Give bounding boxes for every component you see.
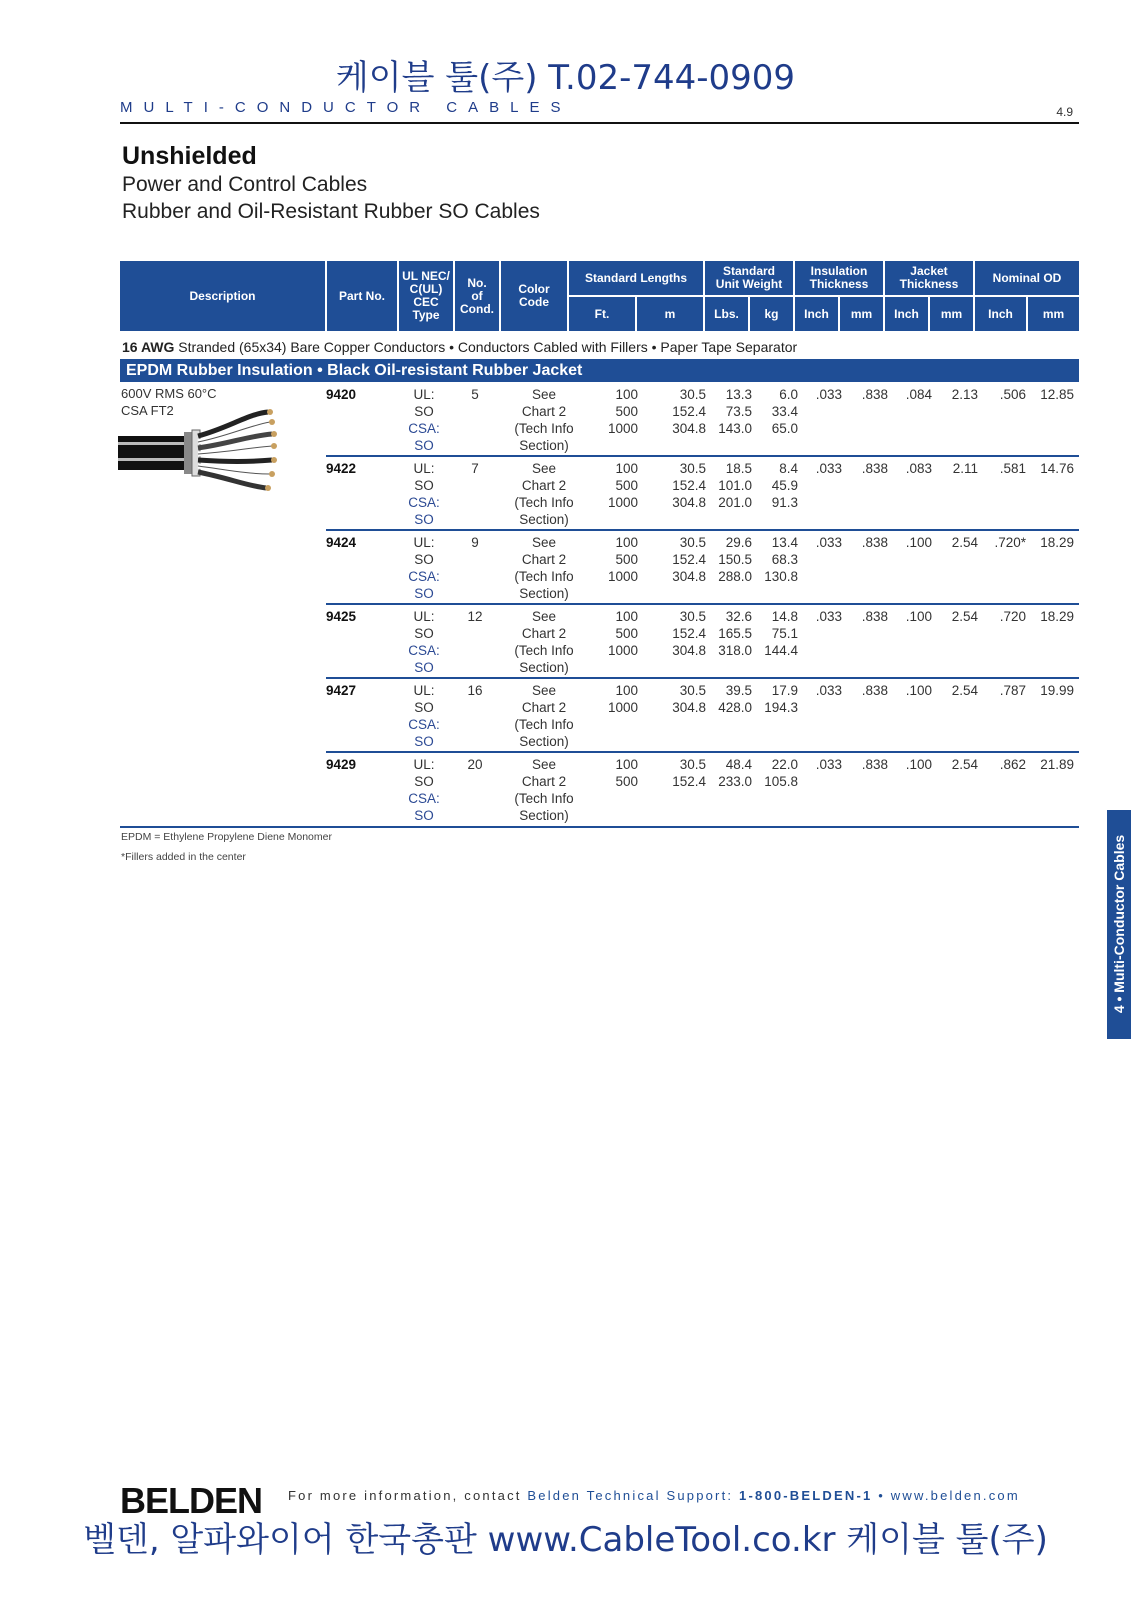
page-title: Unshielded [122, 142, 257, 170]
jacket-inch: .083 [905, 461, 932, 476]
color-code-label: See [531, 757, 557, 772]
header-no-cond [455, 261, 499, 331]
type-label: UL: [413, 535, 435, 550]
part-number: 9422 [326, 461, 357, 476]
weight-lbs: 39.5 [725, 683, 752, 698]
type-label: UL: [413, 609, 435, 624]
subtitle-2: Rubber and Oil-Resistant Rubber SO Cables [122, 200, 540, 223]
jacket-mm: 2.54 [951, 683, 978, 698]
od-mm: 18.29 [1040, 609, 1074, 624]
length-m: 304.8 [672, 643, 706, 658]
weight-kg: 65.0 [771, 421, 798, 436]
type-label: SO [414, 478, 434, 493]
weight-kg: 14.8 [771, 609, 798, 624]
color-code-label: Section) [519, 512, 569, 527]
color-code-label: Chart 2 [521, 478, 567, 493]
weight-lbs: 73.5 [725, 404, 752, 419]
footnote-epdm: EPDM = Ethylene Propylene Diene Monomer [121, 831, 332, 843]
od-inch: .720* [994, 535, 1026, 550]
weight-kg: 144.4 [764, 643, 798, 658]
length-ft: 100 [615, 683, 638, 698]
type-label: SO [414, 552, 434, 567]
conductor-count: 16 [467, 683, 483, 698]
header-description: Description [120, 261, 325, 331]
type-label: SO [414, 512, 434, 527]
type-label: SO [414, 808, 434, 823]
weight-kg: 33.4 [771, 404, 798, 419]
type-label: SO [414, 700, 434, 715]
weight-lbs: 29.6 [725, 535, 752, 550]
header-jk-mm: mm [930, 297, 973, 331]
length-m: 304.8 [672, 495, 706, 510]
type-label: UL: [413, 683, 435, 698]
weight-lbs: 32.6 [725, 609, 752, 624]
header-type-line: UL NEC/ [402, 269, 450, 283]
header-color-line: Color [518, 282, 550, 296]
length-m: 152.4 [672, 478, 706, 493]
description-voltage: 600V RMS 60°C [121, 386, 217, 401]
part-number: 9427 [326, 683, 357, 698]
od-inch: .506 [999, 387, 1026, 402]
page-number: 4.9 [1056, 105, 1073, 119]
weight-lbs: 18.5 [725, 461, 752, 476]
length-m: 304.8 [672, 421, 706, 436]
od-mm: 14.76 [1040, 461, 1074, 476]
length-m: 152.4 [672, 774, 706, 789]
color-code-label: Section) [519, 734, 569, 749]
length-m: 152.4 [672, 552, 706, 567]
header-weight-line: Standard [722, 264, 775, 278]
color-code-label: Chart 2 [521, 552, 567, 567]
length-ft: 100 [615, 461, 638, 476]
header-part-no: Part No. [327, 261, 397, 331]
awg-text: Stranded (65x34) Bare Copper Conductors • Conductors Cabled with Fillers • Paper Tape Separator [174, 339, 798, 355]
color-code-label: Section) [519, 808, 569, 823]
weight-kg: 68.3 [771, 552, 798, 567]
color-code-label: (Tech Info [514, 495, 574, 510]
header-m: m [637, 297, 703, 331]
od-inch: .862 [999, 757, 1026, 772]
length-ft: 500 [615, 552, 638, 567]
weight-kg: 17.9 [771, 683, 798, 698]
color-code-label: Chart 2 [521, 404, 567, 419]
color-code-label: See [531, 535, 557, 550]
conductor-count: 5 [471, 387, 479, 402]
weight-lbs: 288.0 [718, 569, 752, 584]
watermark-bottom: 벨덴, 알파와이어 한국총판 www.CableTool.co.kr 케이블 툴(주) [83, 1520, 1048, 1560]
belden-logo: BELDEN [120, 1480, 263, 1521]
weight-kg: 194.3 [764, 700, 798, 715]
od-inch: .720 [999, 609, 1026, 624]
header-jacket-line: Jacket [910, 264, 948, 278]
header-type-line: Type [412, 308, 440, 322]
header-cond-line: No. [467, 275, 487, 290]
header-ins-line: Thickness [809, 277, 869, 291]
side-tab-label: 4 • Multi-Conductor Cables [1111, 834, 1127, 1014]
header-std-lengths: Standard Lengths [569, 261, 703, 295]
weight-lbs: 48.4 [725, 757, 752, 772]
length-ft: 100 [615, 387, 638, 402]
type-label: CSA: [408, 495, 440, 510]
od-mm: 18.29 [1040, 535, 1074, 550]
type-label: UL: [413, 757, 435, 772]
od-mm: 12.85 [1040, 387, 1074, 402]
insulation-inch: .033 [815, 535, 842, 550]
od-mm: 21.89 [1040, 757, 1074, 772]
table-header [120, 261, 1079, 331]
type-label: SO [414, 734, 434, 749]
header-od-mm: mm [1028, 297, 1079, 331]
weight-kg: 6.0 [779, 387, 798, 402]
header-jacket-line: Thickness [899, 277, 959, 291]
header-od-inch: Inch [975, 297, 1026, 331]
footer-support: Belden Technical Support: [527, 1488, 740, 1503]
footer-info [288, 1488, 1020, 1503]
row-divider [326, 677, 1079, 679]
insulation-bar [120, 359, 1079, 382]
color-code-label: (Tech Info [514, 569, 574, 584]
weight-lbs: 101.0 [718, 478, 752, 493]
type-label: SO [414, 404, 434, 419]
insulation-inch: .033 [815, 757, 842, 772]
header-kg: kg [750, 297, 793, 331]
header-ins-inch: Inch [795, 297, 838, 331]
color-code-label: (Tech Info [514, 643, 574, 658]
part-number: 9429 [326, 757, 357, 772]
jacket-inch: .084 [905, 387, 932, 402]
color-code-label: Section) [519, 438, 569, 453]
conductor-count: 20 [467, 757, 483, 772]
length-m: 30.5 [679, 387, 706, 402]
header-ins-line: Insulation [810, 264, 868, 278]
insulation-mm: .838 [861, 535, 888, 550]
part-number: 9425 [326, 609, 357, 624]
insulation-inch: .033 [815, 609, 842, 624]
insulation-mm: .838 [861, 387, 888, 402]
jacket-mm: 2.13 [951, 387, 978, 402]
header-ins-thick [795, 261, 883, 295]
description-rating: CSA FT2 [121, 403, 174, 418]
weight-kg: 91.3 [771, 495, 798, 510]
length-m: 30.5 [679, 683, 706, 698]
length-m: 30.5 [679, 461, 706, 476]
header-cond-line: of [471, 288, 483, 303]
header-color-code [501, 261, 567, 331]
length-m: 304.8 [672, 700, 706, 715]
length-m: 152.4 [672, 626, 706, 641]
footer-website[interactable]: www.belden.com [890, 1488, 1020, 1503]
od-mm: 19.99 [1040, 683, 1074, 698]
color-code-label: (Tech Info [514, 717, 574, 732]
weight-lbs: 201.0 [718, 495, 752, 510]
header-nominal-od: Nominal OD [975, 261, 1079, 295]
weight-kg: 22.0 [771, 757, 798, 772]
type-label: CSA: [408, 569, 440, 584]
weight-lbs: 428.0 [718, 700, 752, 715]
jacket-mm: 2.54 [951, 535, 978, 550]
insulation-inch: .033 [815, 683, 842, 698]
weight-lbs: 150.5 [718, 552, 752, 567]
row-divider [326, 455, 1079, 457]
color-code-label: See [531, 609, 557, 624]
length-ft: 1000 [607, 569, 638, 584]
type-label: UL: [413, 387, 435, 402]
side-tab[interactable] [1107, 810, 1131, 1039]
color-code-label: (Tech Info [514, 791, 574, 806]
od-inch: .787 [999, 683, 1026, 698]
conductor-count: 9 [471, 535, 479, 550]
conductor-count: 7 [471, 461, 479, 476]
length-ft: 500 [615, 626, 638, 641]
row-divider [326, 529, 1079, 531]
jacket-mm: 2.54 [951, 757, 978, 772]
color-code-label: See [531, 683, 557, 698]
section-header: MULTI-CONDUCTOR CABLES [120, 99, 572, 116]
length-ft: 100 [615, 757, 638, 772]
header-type-line: C(UL) CEC [409, 282, 443, 309]
header-ft: Ft. [569, 297, 635, 331]
row-divider [326, 603, 1079, 605]
type-label: SO [414, 774, 434, 789]
type-label: CSA: [408, 643, 440, 658]
type-label: UL: [413, 461, 435, 476]
header-weight-line: Unit Weight [715, 277, 783, 291]
header-jacket-thick [885, 261, 973, 295]
color-code-label: See [531, 387, 557, 402]
color-code-label: Chart 2 [521, 774, 567, 789]
header-std-weight [705, 261, 793, 295]
jacket-inch: .100 [905, 535, 932, 550]
length-ft: 500 [615, 404, 638, 419]
weight-kg: 8.4 [779, 461, 798, 476]
top-rule [120, 122, 1079, 124]
color-code-label: Chart 2 [521, 626, 567, 641]
type-label: CSA: [408, 791, 440, 806]
cable-image [118, 406, 280, 498]
header-type [399, 261, 453, 331]
type-label: SO [414, 660, 434, 675]
length-ft: 1000 [607, 700, 638, 715]
watermark-top: 케이블 툴(주) T.02-744-0909 [335, 58, 796, 98]
weight-kg: 75.1 [771, 626, 798, 641]
weight-lbs: 233.0 [718, 774, 752, 789]
weight-kg: 105.8 [764, 774, 798, 789]
table-bottom-rule [120, 826, 1079, 828]
length-ft: 1000 [607, 421, 638, 436]
header-lbs: Lbs. [705, 297, 748, 331]
insulation-mm: .838 [861, 757, 888, 772]
length-m: 152.4 [672, 404, 706, 419]
type-label: CSA: [408, 421, 440, 436]
part-number: 9424 [326, 535, 357, 550]
od-inch: .581 [999, 461, 1026, 476]
jacket-mm: 2.11 [952, 461, 978, 476]
color-code-label: Chart 2 [521, 700, 567, 715]
part-number: 9420 [326, 387, 357, 402]
insulation-mm: .838 [861, 609, 888, 624]
weight-kg: 45.9 [771, 478, 798, 493]
length-ft: 1000 [607, 643, 638, 658]
footer-pre: For more information, contact [288, 1488, 528, 1503]
subtitle-1: Power and Control Cables [122, 173, 368, 196]
type-label: SO [414, 586, 434, 601]
color-code-label: Section) [519, 586, 569, 601]
weight-lbs: 13.3 [725, 387, 752, 402]
awg-label: 16 AWG [122, 339, 175, 355]
length-m: 30.5 [679, 757, 706, 772]
type-label: CSA: [408, 717, 440, 732]
type-label: SO [414, 626, 434, 641]
conductor-spec [122, 339, 797, 355]
length-ft: 500 [615, 478, 638, 493]
length-ft: 1000 [607, 495, 638, 510]
row-divider [326, 751, 1079, 753]
length-ft: 100 [615, 535, 638, 550]
weight-kg: 130.8 [764, 569, 798, 584]
insulation-inch: .033 [815, 461, 842, 476]
jacket-mm: 2.54 [951, 609, 978, 624]
footnote-fillers: *Fillers added in the center [121, 851, 246, 863]
header-jk-inch: Inch [885, 297, 928, 331]
header-ins-mm: mm [840, 297, 883, 331]
header-color-line: Code [519, 295, 549, 309]
weight-lbs: 318.0 [718, 643, 752, 658]
weight-kg: 13.4 [771, 535, 798, 550]
insulation-bar-text: EPDM Rubber Insulation • Black Oil-resistant Rubber Jacket [126, 362, 583, 379]
jacket-inch: .100 [905, 609, 932, 624]
weight-lbs: 165.5 [718, 626, 752, 641]
jacket-inch: .100 [905, 757, 932, 772]
color-code-label: See [531, 461, 557, 476]
color-code-label: Section) [519, 660, 569, 675]
footer-phone: 1-800-BELDEN-1 [739, 1488, 873, 1503]
conductor-count: 12 [467, 609, 483, 624]
insulation-mm: .838 [861, 683, 888, 698]
length-m: 30.5 [679, 609, 706, 624]
color-code-label: (Tech Info [514, 421, 574, 436]
weight-lbs: 143.0 [718, 421, 752, 436]
insulation-inch: .033 [815, 387, 842, 402]
insulation-mm: .838 [861, 461, 888, 476]
length-m: 30.5 [679, 535, 706, 550]
footer-separator: • [872, 1488, 891, 1503]
length-m: 304.8 [672, 569, 706, 584]
jacket-inch: .100 [905, 683, 932, 698]
type-label: SO [414, 438, 434, 453]
header-cond-line: Cond. [460, 301, 494, 316]
length-ft: 500 [615, 774, 638, 789]
length-ft: 100 [615, 609, 638, 624]
